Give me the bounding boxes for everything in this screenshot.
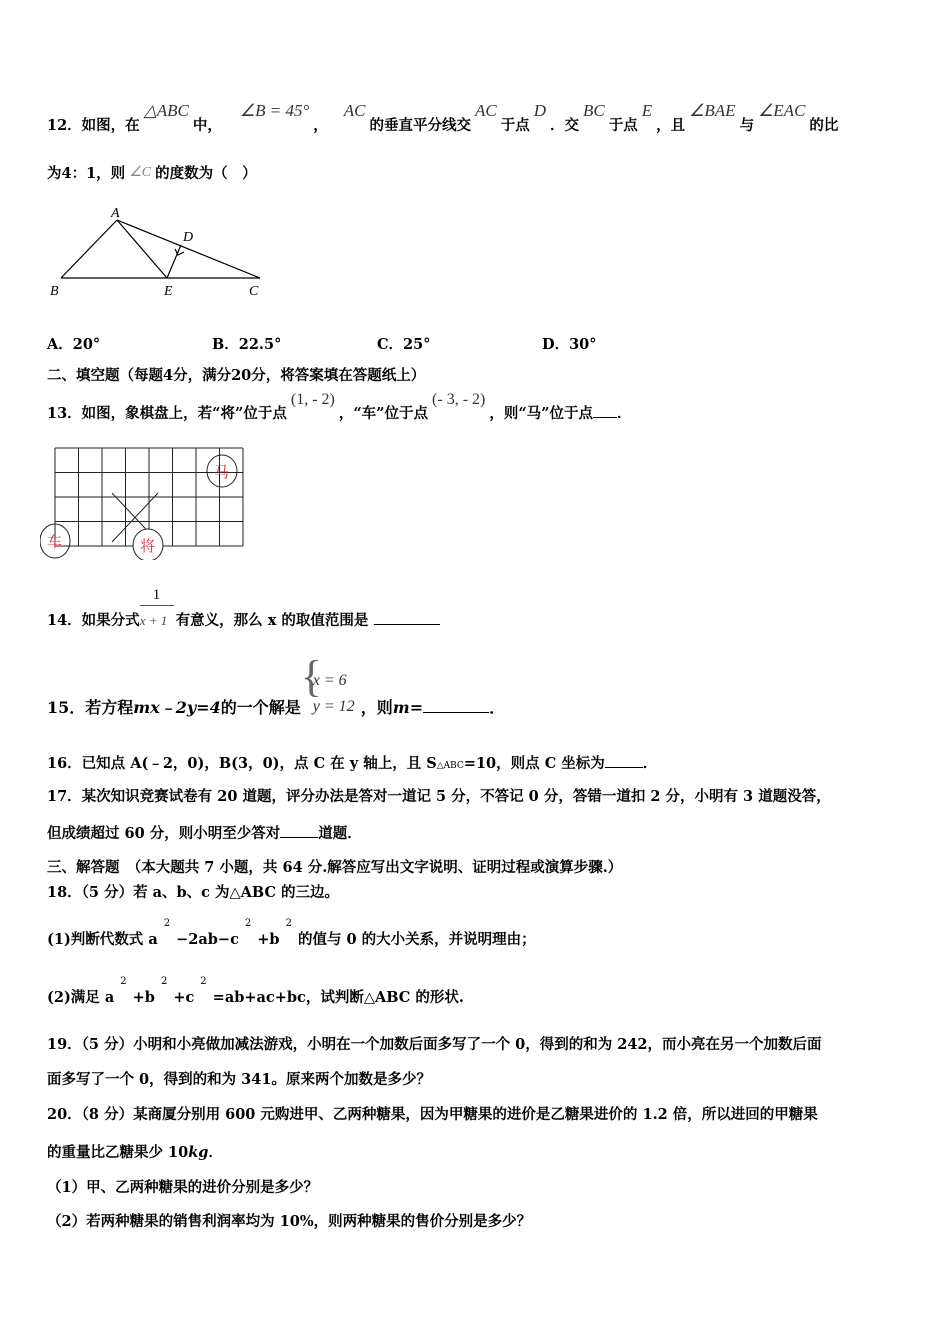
question-12-line1	[47, 101, 839, 136]
text: ，且	[656, 117, 686, 134]
equation: mx﹣2y=4	[133, 698, 221, 717]
chess-board-figure	[40, 445, 250, 560]
question-15	[47, 652, 506, 718]
text: 16．已知点 A(﹣2，0)，B(3，0)，点 C 在 y 轴上，且 S	[47, 755, 437, 772]
text: ，“车”位于点	[338, 405, 429, 422]
fraction	[139, 587, 176, 631]
exponent: 2	[160, 976, 168, 987]
question-18-head: 18．（5 分）若 a、b、c 为△ABC 的三边。	[47, 884, 340, 901]
text: 为4：1，则	[47, 165, 126, 182]
text: 15．若方程	[47, 698, 134, 717]
answer-blank	[423, 698, 489, 713]
denominator: x + 1	[139, 613, 168, 628]
math: ∠BAE	[689, 101, 736, 120]
section-3-heading: 三、解答题 （本大题共 7 小题，共 64 分.解答应写出文字说明、证明过程或演算步骤.）	[47, 859, 623, 876]
question-19-line2: 面多写了一个 0，得到的和为 341。原来两个加数是多少？	[47, 1071, 431, 1088]
text: 中，	[192, 117, 222, 134]
text: 的值与 0 的大小关系，并说明理由；	[297, 931, 536, 948]
math: D	[533, 101, 547, 120]
label-c: C	[249, 284, 259, 299]
math: (1, - 2)	[290, 391, 335, 408]
text: ，	[313, 117, 328, 134]
text: =ab+ac+bc，试判断△ABC 的形状.	[212, 989, 464, 1006]
label-e: E	[164, 284, 173, 299]
exponent: 2	[244, 918, 252, 929]
question-18-part2	[47, 976, 464, 1010]
answer-blank	[280, 823, 318, 838]
text: 的一个解是	[220, 698, 301, 717]
question-18-part1	[47, 918, 536, 952]
numerator: 1	[152, 587, 161, 603]
x-value: x = 6	[312, 672, 347, 689]
question-19-line1: 19．（5 分）小明和小亮做加减法游戏，小明在一个加数后面多写了一个 0，得到的和为 242，而小亮在另一个加数后面	[47, 1036, 822, 1053]
text: ．	[617, 405, 632, 422]
question-17-line1: 17．某次知识竞赛试卷有 20 道题，评分办法是答对一道记 5 分，不答记 0 分，答错一道扣 2 分，小明有 3 道题没答，	[47, 788, 831, 805]
exponent: 2	[200, 976, 207, 987]
triangle-figure	[45, 200, 275, 300]
text: 于点	[500, 117, 530, 134]
option-d: D．30°	[542, 336, 597, 353]
option-a: A．20°	[47, 336, 101, 353]
equation-system: { x = 6 y = 12	[300, 652, 355, 715]
piece-jiang: 将	[140, 539, 156, 555]
math: E	[641, 101, 653, 120]
text: m=	[392, 698, 424, 717]
section-2-heading: 二、填空题（每题4分，满分20分，将答案填在答题纸上）	[47, 367, 426, 384]
text: =10，则点 C 坐标为	[463, 755, 605, 772]
text: 但成绩超过 60 分，则小明至少答对	[47, 825, 281, 842]
text: 有意义，那么 x 的取值范围是	[175, 612, 369, 629]
text: (1)判断代数式 a	[47, 931, 158, 948]
text: −2ab−c	[176, 931, 239, 948]
subscript: △ABC	[436, 761, 464, 771]
text: ．	[642, 755, 658, 772]
answer-blank	[605, 753, 643, 768]
label-b: B	[50, 284, 59, 299]
question-20-line1: 20．（8 分）某商厦分别用 600 元购进甲、乙两种糖果，因为甲糖果的进价是乙糖果进价的 1.2 倍，所以进回的甲糖果	[47, 1106, 818, 1123]
question-20-part2: （2）若两种糖果的销售利润率均为 10%，则两种糖果的售价分别是多少？	[47, 1213, 532, 1230]
text: 于点	[608, 117, 638, 134]
y-value: y = 12	[312, 698, 355, 715]
text: (2)满足 a	[47, 989, 115, 1006]
option-c: C．25°	[377, 336, 431, 353]
text: 的垂直平分线交	[369, 117, 472, 134]
text: +b	[257, 931, 280, 948]
text: ，则	[360, 698, 393, 717]
math: ∠B = 45°	[239, 101, 310, 120]
question-16	[47, 753, 657, 776]
label-d: D	[183, 230, 194, 245]
text: +c	[173, 989, 195, 1006]
text: 13．如图，象棋盘上，若“将”位于点	[47, 405, 287, 422]
text: ，则“马”位于点	[489, 405, 594, 422]
question-20-line2	[47, 1143, 223, 1163]
math: △ABC	[143, 101, 189, 120]
question-13	[47, 391, 632, 424]
math: AC	[475, 101, 497, 120]
answer-blank	[593, 403, 617, 418]
question-14	[47, 587, 440, 631]
option-b: B．22.5°	[212, 336, 282, 353]
text: 与	[739, 117, 755, 134]
math: AC	[343, 101, 366, 120]
exponent: 2	[120, 976, 127, 987]
label-a: A	[111, 206, 120, 221]
text: 的重量比乙糖果少 10	[47, 1144, 189, 1161]
text: 12．如图，在	[47, 117, 140, 134]
math: ∠EAC	[758, 101, 806, 120]
question-17-line2	[47, 823, 362, 844]
answer-blank	[374, 610, 440, 625]
piece-che: 车	[47, 535, 63, 551]
text: 14．如果分式	[47, 612, 140, 629]
text: 道题．	[318, 825, 362, 842]
question-12-line2	[47, 164, 257, 185]
text: +b	[132, 989, 155, 1006]
text: 的比	[809, 117, 839, 134]
exponent: 2	[163, 918, 171, 929]
text: 的度数为（ ）	[155, 165, 257, 182]
math: (- 3, - 2)	[432, 391, 486, 408]
math: BC	[583, 101, 605, 120]
unit: kg	[188, 1144, 209, 1161]
piece-ma: 马	[214, 465, 230, 481]
text: ．	[208, 1144, 223, 1161]
text: ．	[489, 698, 506, 717]
question-20-part1: （1）甲、乙两种糖果的进价分别是多少？	[47, 1179, 319, 1196]
text: ．交	[550, 117, 580, 134]
math: ∠C	[129, 165, 152, 180]
exponent: 2	[285, 918, 292, 929]
